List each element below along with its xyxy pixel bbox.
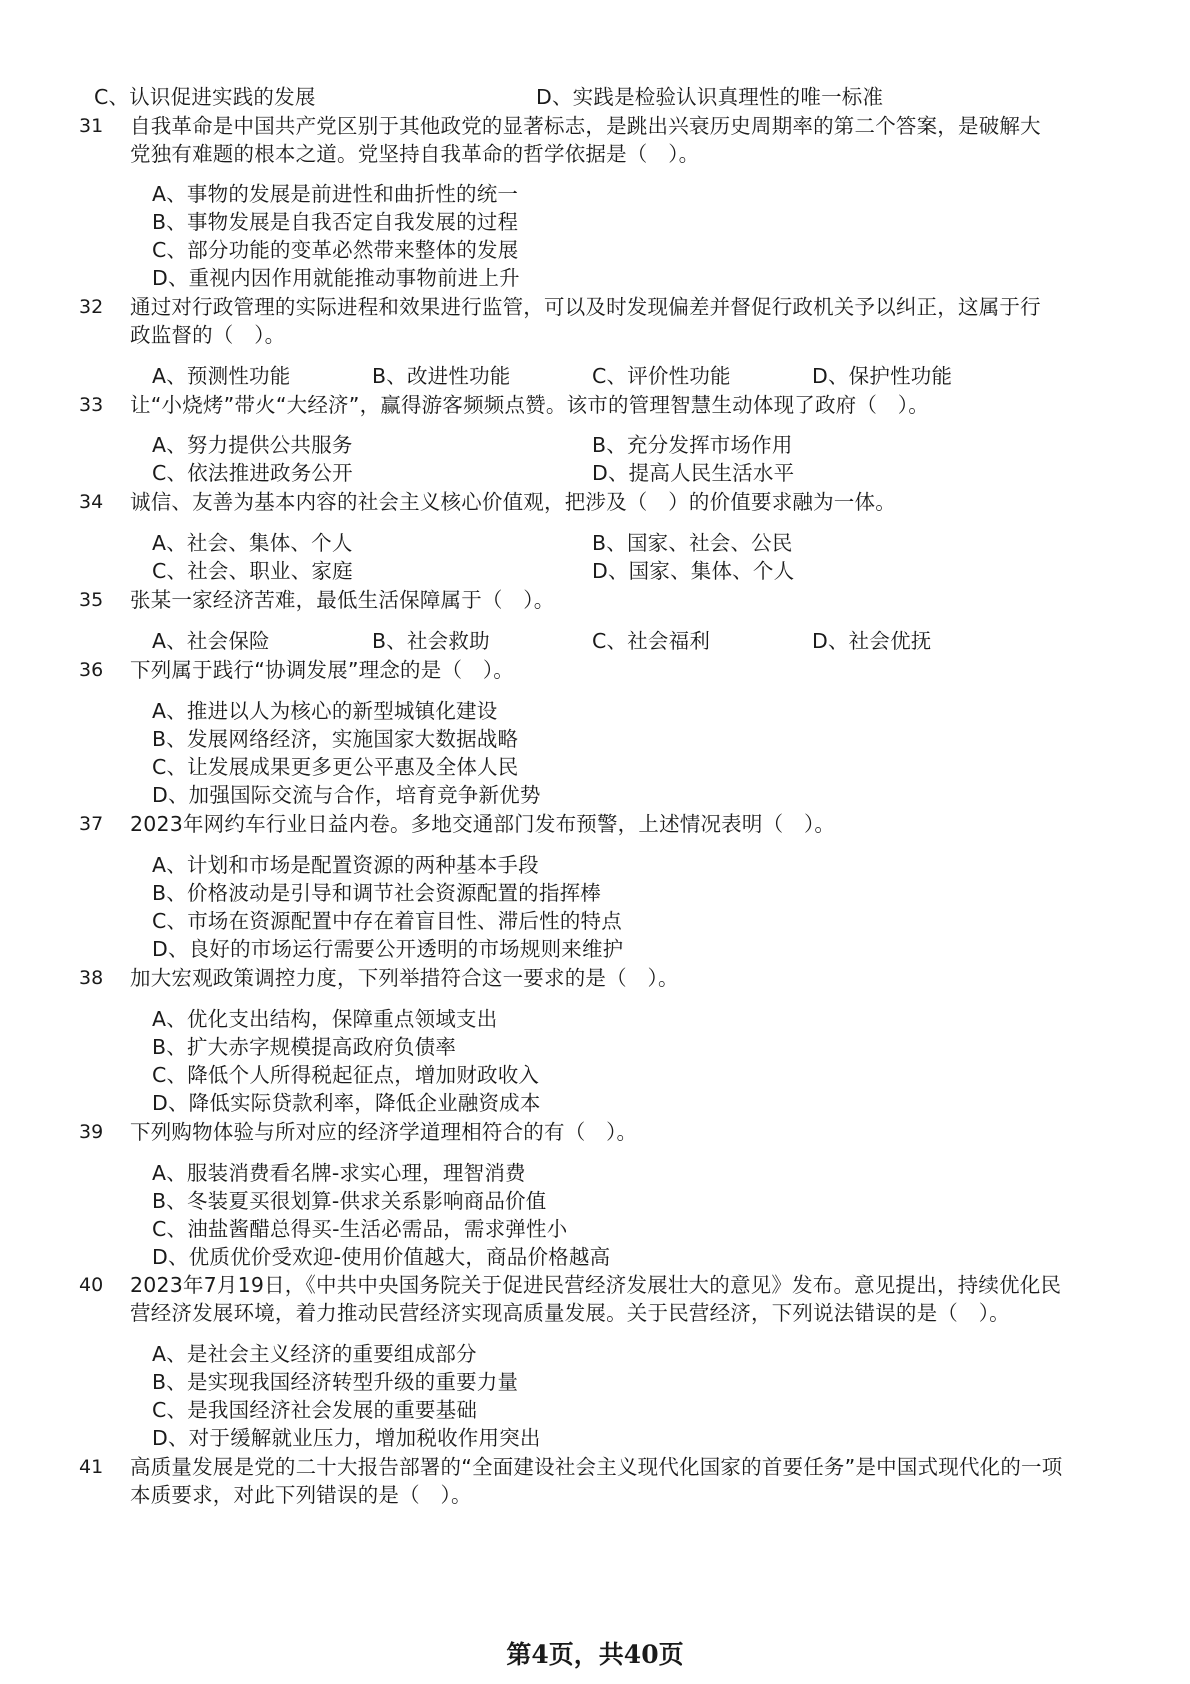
question-text: 党独有难题的根本之道。党坚持自我革命的哲学依据是（ ）。 xyxy=(130,142,700,166)
question-text: 自我革命是中国共产党区别于其他政党的显著标志，是跳出兴衰历史周期率的第二个答案，是破解大 xyxy=(130,114,1041,138)
option-c: C、部分功能的变革必然带来整体的发展 xyxy=(152,238,519,262)
option-d: D、加强国际交流与合作，培育竞争新优势 xyxy=(152,783,541,807)
question-text: 营经济发展环境，着力推动民营经济实现高质量发展。关于民营经济，下列说法错误的是（ ）。 xyxy=(130,1301,1010,1325)
question-number: 37 xyxy=(79,813,104,835)
question-text: 让“小烧烤”带火“大经济”，赢得游客频频点赞。该市的管理智慧生动体现了政府（ ）。 xyxy=(130,393,929,417)
question-number: 38 xyxy=(79,967,104,989)
question-number: 33 xyxy=(79,394,104,416)
prev-option-c: C、认识促进实践的发展 xyxy=(94,85,316,109)
option-c: C、降低个人所得税起征点，增加财政收入 xyxy=(152,1063,540,1087)
question-text: 加大宏观政策调控力度，下列举措符合这一要求的是（ ）。 xyxy=(130,966,679,990)
option-d: D、提高人民生活水平 xyxy=(592,461,795,485)
option-c: C、社会、职业、家庭 xyxy=(152,559,353,583)
option-b: B、国家、社会、公民 xyxy=(592,531,793,555)
question-text: 政监督的（ ）。 xyxy=(130,323,286,347)
option-b: B、社会救助 xyxy=(372,629,490,653)
option-c: C、依法推进政务公开 xyxy=(152,461,353,485)
question-text: 下列属于践行“协调发展”理念的是（ ）。 xyxy=(130,658,514,682)
option-b: B、价格波动是引导和调节社会资源配置的指挥棒 xyxy=(152,881,601,905)
prev-option-d: D、实践是检验认识真理性的唯一标准 xyxy=(536,85,884,109)
option-c: C、是我国经济社会发展的重要基础 xyxy=(152,1398,478,1422)
option-b: B、发展网络经济，实施国家大数据战略 xyxy=(152,727,519,751)
option-a: A、推进以人为核心的新型城镇化建设 xyxy=(152,699,498,723)
option-c: C、市场在资源配置中存在着盲目性、滞后性的特点 xyxy=(152,909,622,933)
option-a: A、优化支出结构，保障重点领域支出 xyxy=(152,1007,498,1031)
question-number: 36 xyxy=(79,659,104,681)
option-c: C、社会福利 xyxy=(592,629,711,653)
question-number: 34 xyxy=(79,491,104,513)
option-a: A、预测性功能 xyxy=(152,364,291,388)
option-a: A、努力提供公共服务 xyxy=(152,433,353,457)
option-b: B、事物发展是自我否定自我发展的过程 xyxy=(152,210,519,234)
option-b: B、是实现我国经济转型升级的重要力量 xyxy=(152,1370,519,1394)
option-a: A、是社会主义经济的重要组成部分 xyxy=(152,1342,477,1366)
question-text: 张某一家经济苦难，最低生活保障属于（ ）。 xyxy=(130,588,555,612)
option-c: C、让发展成果更多更公平惠及全体人民 xyxy=(152,755,519,779)
question-text: 高质量发展是党的二十大报告部署的“全面建设社会主义现代化国家的首要任务”是中国式现代化的一项 xyxy=(130,1455,1063,1479)
option-b: B、充分发挥市场作用 xyxy=(592,433,793,457)
question-number: 31 xyxy=(79,115,104,137)
question-text: 通过对行政管理的实际进程和效果进行监管，可以及时发现偏差并督促行政机关予以纠正，这属于行 xyxy=(130,295,1041,319)
option-c: C、油盐酱醋总得买-生活必需品，需求弹性小 xyxy=(152,1217,568,1241)
option-b: B、冬装夏买很划算-供求关系影响商品价值 xyxy=(152,1189,547,1213)
question-text: 诚信、友善为基本内容的社会主义核心价值观，把涉及（ ）的价值要求融为一体。 xyxy=(130,490,896,514)
option-a: A、事物的发展是前进性和曲折性的统一 xyxy=(152,182,519,206)
question-number: 35 xyxy=(79,589,104,611)
option-d: D、对于缓解就业压力，增加税收作用突出 xyxy=(152,1426,541,1450)
option-d: D、优质优价受欢迎-使用价值越大，商品价格越高 xyxy=(152,1245,611,1269)
option-a: A、服装消费看名牌-求实心理，理智消费 xyxy=(152,1161,526,1185)
question-number: 40 xyxy=(79,1274,104,1296)
question-number: 41 xyxy=(79,1456,104,1478)
question-text: 2023年7月19日，《中共中央国务院关于促进民营经济发展壮大的意见》发布。意见提出，持续优化民 xyxy=(130,1273,1062,1297)
question-text: 2023年网约车行业日益内卷。多地交通部门发布预警，上述情况表明（ ）。 xyxy=(130,812,836,836)
question-number: 39 xyxy=(79,1121,104,1143)
option-c: C、评价性功能 xyxy=(592,364,731,388)
question-number: 32 xyxy=(79,296,104,318)
option-a: A、社会、集体、个人 xyxy=(152,531,353,555)
option-d: D、国家、集体、个人 xyxy=(592,559,795,583)
option-d: D、良好的市场运行需要公开透明的市场规则来维护 xyxy=(152,937,624,961)
option-d: D、降低实际贷款利率，降低企业融资成本 xyxy=(152,1091,541,1115)
option-b: B、扩大赤字规模提高政府负债率 xyxy=(152,1035,457,1059)
option-d: D、保护性功能 xyxy=(812,364,953,388)
page-footer: 第4页，共40页 xyxy=(506,1640,684,1669)
question-text: 下列购物体验与所对应的经济学道理相符合的有（ ）。 xyxy=(130,1120,638,1144)
option-a: A、社会保险 xyxy=(152,629,270,653)
option-d: D、重视内因作用就能推动事物前进上升 xyxy=(152,266,520,290)
option-d: D、社会优抚 xyxy=(812,629,932,653)
option-b: B、改进性功能 xyxy=(372,364,511,388)
option-a: A、计划和市场是配置资源的两种基本手段 xyxy=(152,853,539,877)
question-text: 本质要求，对此下列错误的是（ ）。 xyxy=(130,1483,472,1507)
